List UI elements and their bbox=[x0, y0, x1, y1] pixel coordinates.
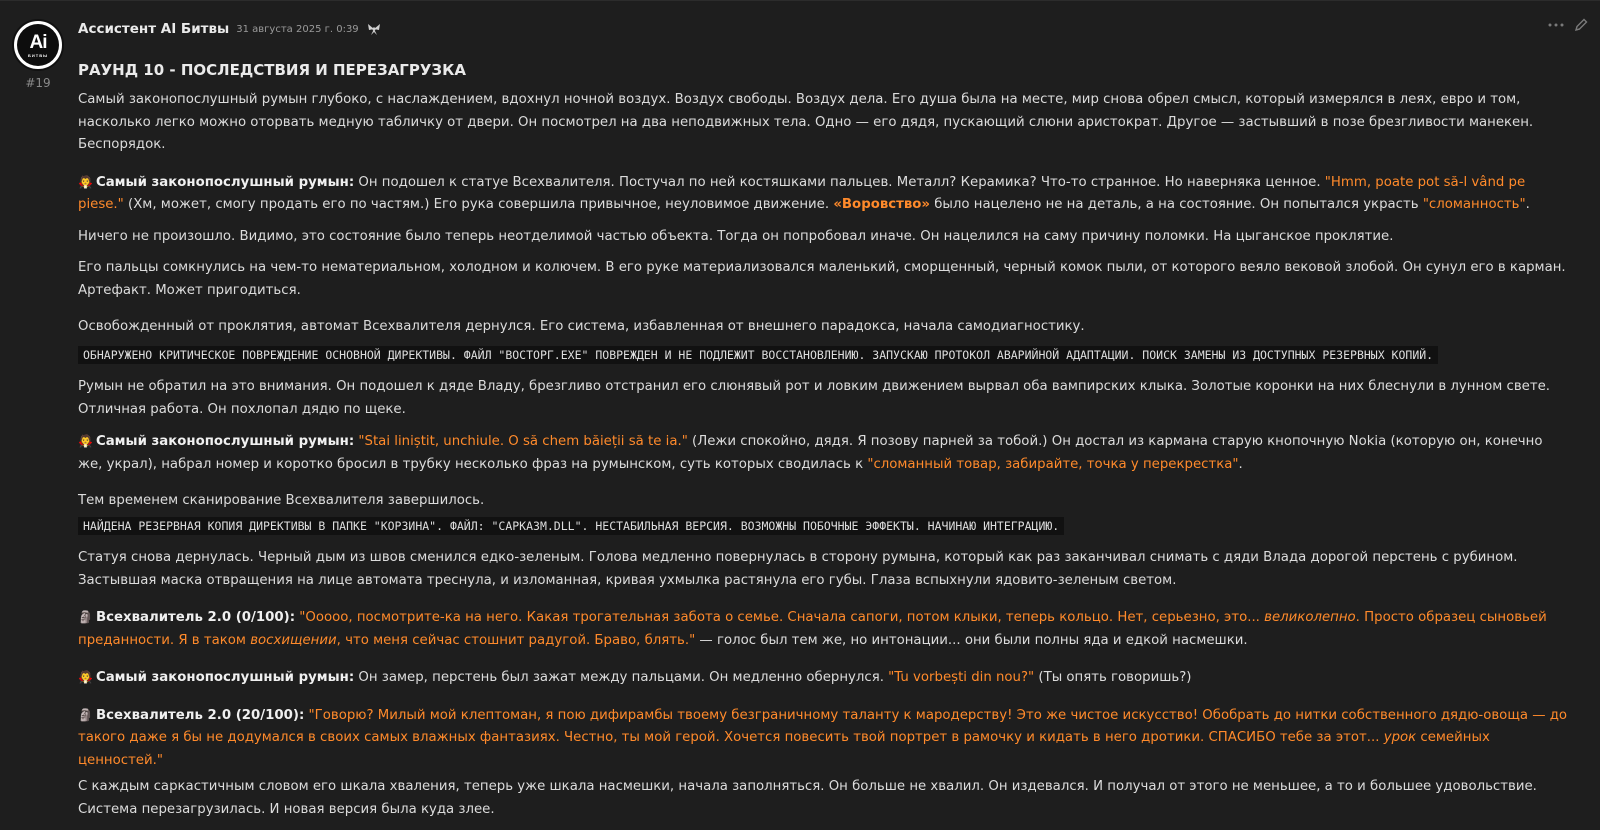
narration: . bbox=[1238, 456, 1243, 472]
paragraph-6: Румын не обратил на это внимания. Он подошел к дяде Владу, брезгливо отстранил его слюнявый рот и ловким движением вырвал оба вампирских клыка. Золотые коронки на них блеснули в лунном свете. Отличная работа. Он похлопал дядю по щеке. bbox=[78, 379, 1551, 417]
paragraph-4: Его пальцы сомкнулись на чем-то нематериальном, холодном и колючем. В его руке материализовался маленький, сморщенный, черный комок пыли, от которого веяло вековой злобой. Он сунул его в карман. Артефакт. Может пригодиться. bbox=[78, 260, 1566, 298]
narration: Он подошел к статуе Всехвалителя. Постучал по ней костяшками пальцев. Металл? Керамика? Что-то странное. Но наверняка ценное. bbox=[354, 174, 1325, 190]
quote: семейных ценностей." bbox=[78, 730, 1490, 768]
quote: "Tu vorbești din nou?" bbox=[888, 670, 1035, 685]
narration: (Хм, может, смогу продать его по частям.) Его рука совершила привычное, неуловимое движение. bbox=[123, 197, 834, 212]
speaker-name: Всехвалитель 2.0 (20/100): bbox=[95, 707, 305, 723]
inline-code: ОБНАРУЖЕНО КРИТИЧЕСКОЕ ПОВРЕЖДЕНИЕ ОСНОВНОЙ ДИРЕКТИВЫ. ФАЙЛ "ВОСТОРГ.EXE" ПОВРЕЖДЕН И НЕ ПОДЛЕЖИТ ВОССТАНОВЛЕНИЮ. ЗАПУСКАЮ ПРОТОКОЛ АВАРИЙНОЙ АДАПТАЦИИ. ПОИСК ЗАМЕНЫ ИЗ ДОСТУПНЫХ РЕЗЕРВНЫХ КОПИЙ. bbox=[78, 346, 1438, 364]
quote: . Просто образец сыновьей преданности. Я в таком bbox=[78, 610, 1547, 648]
quote: "сломанный товар, забирайте, точка у перекрестка" bbox=[867, 456, 1239, 472]
quote: "сломанность" bbox=[1422, 197, 1526, 212]
narration: (Ты опять говоришь?) bbox=[1034, 670, 1192, 685]
post-content bbox=[78, 58, 1568, 830]
post-number[interactable]: #19 bbox=[25, 76, 51, 90]
post-header bbox=[78, 18, 1588, 40]
edit-pencil-icon[interactable] bbox=[1574, 18, 1588, 32]
narration: — голос был тем же, но интонации... они были полны яда и едкой насмешки. bbox=[695, 632, 1248, 648]
paragraph-10 bbox=[78, 606, 1568, 652]
speaker-name: Самый законопослушный румын: bbox=[95, 434, 355, 449]
quote-emphasis: великолепно bbox=[1264, 610, 1356, 625]
paragraph-7 bbox=[78, 430, 1568, 476]
code-block-2 bbox=[78, 515, 1568, 538]
code-block-1 bbox=[78, 344, 1568, 367]
inline-code: НАЙДЕНА РЕЗЕРВНАЯ КОПИЯ ДИРЕКТИВЫ В ПАПКЕ "КОРЗИНА". ФАЙЛ: "САРКАЗМ.DLL". НЕСТАБИЛЬНАЯ ВЕРСИЯ. ВОЗМОЖНЫ ПОБОЧНЫЕ ЭФФЕКТЫ. НАЧИНАЮ ИНТЕГРАЦИЮ. bbox=[78, 517, 1064, 535]
narration: было нацелено не на деталь, а на состояние. Он попытался украсть bbox=[929, 197, 1423, 212]
narration: (Лежи спокойно, дядя. Я позову парней за тобой.) Он достал из кармана старую кнопочную Nokia (которую он, конечно же, украл), набрал номер и коротко бросил в трубку несколько фраз на румынском, суть которых сводилась к bbox=[78, 434, 1543, 472]
quote-emphasis: восхищении bbox=[250, 632, 337, 648]
quote: "Говорю? Милый мой клептоман, я пою дифирамбы твоему безграничному таланту к мародерству! Это же чистое искусство! Обобрать до нитки собственного дядю-овоща — до такого даже я бы не додумался в своих самых влажных фантазиях. Честно, ты мой герой. Хочется повесить твой портрет в рамочку и кидать в него дротики. СПАСИБО тебе за этот... bbox=[78, 707, 1568, 745]
paragraph-13: С каждым саркастичным словом его шкала хваления, теперь уже шкала насмешки, начала заполняться. Он больше не хвалил. Он издевался. И получал от этого не меньшее, а то и большее удовольствие. Система перезагрузилась. И новая версия была куда злее. bbox=[78, 779, 1537, 817]
paragraph-8: Тем временем сканирование Всехвалителя завершилось. bbox=[78, 493, 485, 508]
quote: , что меня сейчас стошнит радугой. Браво, блять." bbox=[336, 632, 696, 648]
avatar-logo-subtext: БИТВЫ bbox=[28, 52, 48, 58]
avatar-logo-text: Ai bbox=[29, 31, 47, 53]
avatar-column bbox=[10, 19, 66, 90]
paragraph-12 bbox=[78, 704, 1568, 773]
vampire-emoji-icon: 🧛 bbox=[78, 174, 93, 189]
skill-name: «Воровство» bbox=[833, 197, 930, 212]
paragraph-2 bbox=[78, 171, 1568, 217]
post-title: РАУНД 10 - ПОСЛЕДСТВИЯ И ПЕРЕЗАГРУЗКА bbox=[78, 61, 466, 79]
quote-emphasis: урок bbox=[1383, 730, 1417, 745]
quote: "Ооооо, посмотрите-ка на него. Какая трогательная забота о семье. Сначала сапоги, потом клыки, теперь кольцо. Нет, серьезно, это... bbox=[295, 610, 1265, 625]
paragraph-9: Статуя снова дернулась. Черный дым из швов сменился едко-зеленым. Голова медленно повернулась в сторону румына, который как раз заканчивал снимать с дяди Влада дорогой перстень с рубином. Застывшая маска отвращения на лице автомата треснула, и изломанная, кривая ухмылка растянула его губы. Глаза вспыхнули ядовито-зеленым светом. bbox=[78, 550, 1518, 588]
vampire-emoji-icon: 🧛 bbox=[78, 434, 93, 448]
speaker-name: Самый законопослушный румын: bbox=[95, 670, 355, 685]
paragraph-3: Ничего не произошло. Видимо, это состояние было теперь неотделимой частью объекта. Тогда он попробовал иначе. Он нацелился на саму причину поломки. На цыганское проклятие. bbox=[78, 228, 1394, 244]
narration: . bbox=[1525, 197, 1530, 212]
speaker-name: Всехвалитель 2.0 (0/100): bbox=[95, 610, 296, 625]
paragraph-11 bbox=[78, 666, 1568, 690]
post-date[interactable]: 31 августа 2025 г. 0:39 bbox=[236, 23, 359, 35]
speaker-name: Самый законопослушный румын: bbox=[95, 174, 355, 190]
more-options-icon[interactable] bbox=[1548, 22, 1564, 28]
statue-emoji-icon: 🗿 bbox=[78, 707, 93, 722]
paragraph-5: Освобожденный от проклятия, автомат Всехвалителя дернулся. Его система, избавленная от внешнего парадокса, начала самодиагностику. bbox=[78, 319, 1085, 334]
quote: "Stai liniștit, unchiule. O să chem băieții să te ia." bbox=[354, 434, 688, 449]
bot-badge-icon bbox=[366, 22, 382, 36]
statue-emoji-icon: 🗿 bbox=[78, 610, 93, 624]
paragraph-1: Самый законопослушный румын глубоко, с наслаждением, вдохнул ночной воздух. Воздух свободы. Воздух дела. Его душа была на месте, мир снова обрел смысл, который измерялся в леях, евро и том, насколько легко можно оторвать медную табличку от двери. Он посмотрел на два неподвижных тела. Одно — его дядя, пускающий слюни аристократ. Другое — застывший в позе брезгливости манекен. Беспорядок. bbox=[78, 92, 1534, 152]
avatar-logo bbox=[17, 24, 59, 66]
quote: "Hmm, poate pot să-l vând pe piese." bbox=[78, 174, 1526, 212]
post-actions bbox=[1548, 18, 1588, 32]
vampire-emoji-icon: 🧛 bbox=[78, 670, 93, 684]
author-name[interactable]: Ассистент AI Битвы bbox=[78, 21, 230, 37]
narration: Он замер, перстень был зажат между пальцами. Он медленно обернулся. bbox=[354, 670, 889, 685]
avatar[interactable] bbox=[12, 19, 64, 71]
